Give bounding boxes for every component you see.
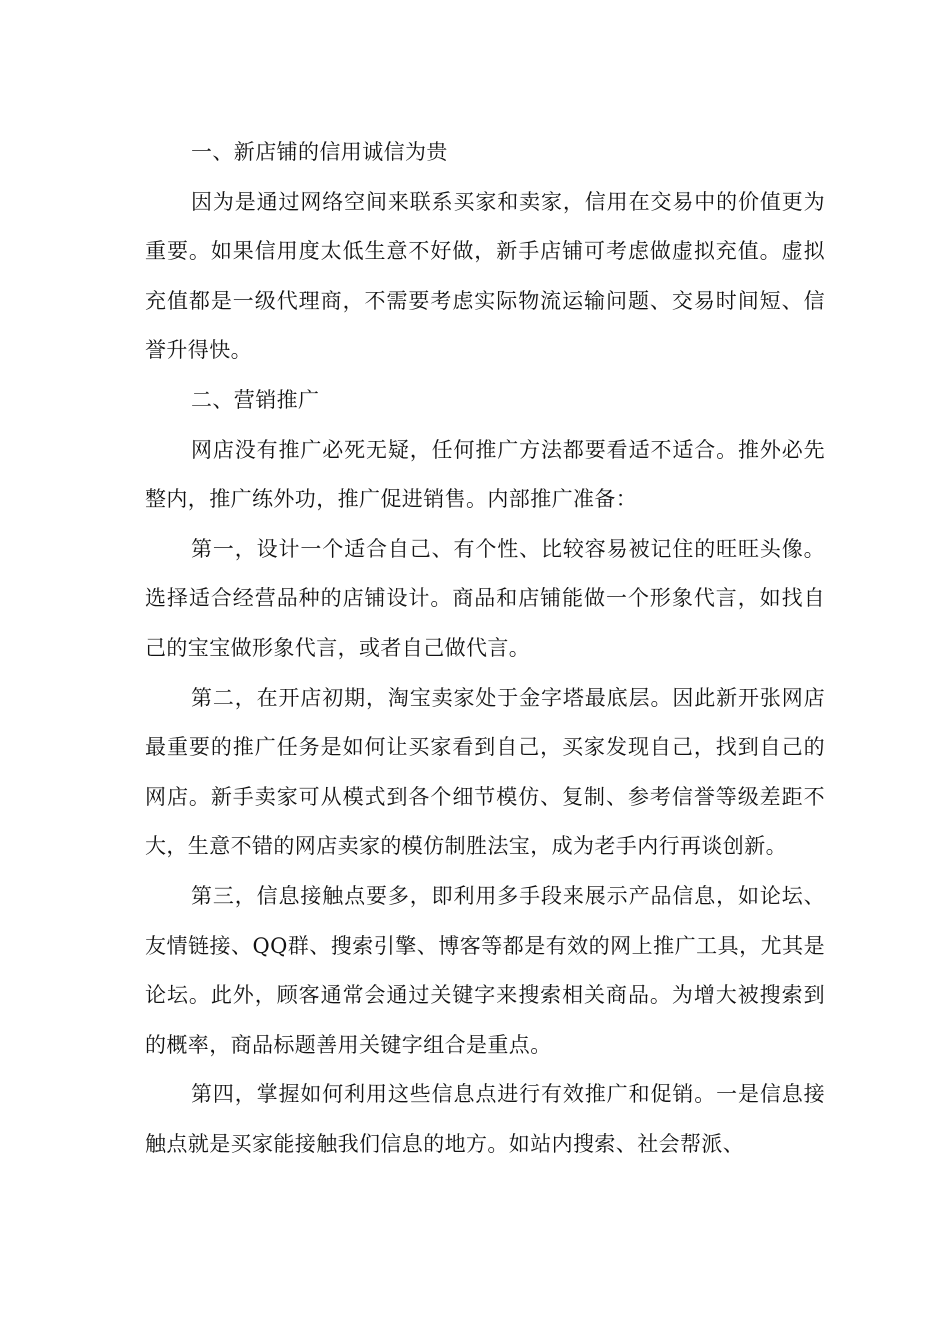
paragraph-point-one: 第一，设计一个适合自己、有个性、比较容易被记住的旺旺头像。选择适合经营品种的店铺设计。商品和店铺能做一个形象代言，如找自己的宝宝做形象代言，或者自己做代言。 — [145, 536, 825, 660]
paragraph-point-two: 第二，在开店初期，淘宝卖家处于金字塔最底层。因此新开张网店最重要的推广任务是如何让买家看到自己，买家发现自己，找到自己的网店。新手卖家可从模式到各个细节模仿、复制、参考信誉等级差距不大，生意不错的网店卖家的模仿制胜法宝，成为老手内行再谈创新。 — [145, 685, 825, 859]
paragraph-promotion-intro: 网店没有推广必死无疑，任何推广方法都要看适不适合。推外必先整内，推广练外功，推广促进销售。内部推广准备： — [145, 437, 825, 512]
section-heading-credit: 一、新店铺的信用诚信为贵 — [191, 140, 448, 164]
paragraph-point-three: 第三，信息接触点要多，即利用多手段来展示产品信息，如论坛、友情链接、QQ群、搜索引擎、博客等都是有效的网上推广工具，尤其是论坛。此外，顾客通常会通过关键字来搜索相关商品。为增大被搜索到的概率，商品标题善用关键字组合是重点。 — [145, 883, 825, 1057]
document-body — [145, 128, 825, 1169]
paragraph-point-four: 第四，掌握如何利用这些信息点进行有效推广和促销。一是信息接触点就是买家能接触我们信息的地方。如站内搜索、社会帮派、 — [145, 1082, 825, 1156]
paragraph-credit-importance: 因为是通过网络空间来联系买家和卖家，信用在交易中的价值更为重要。如果信用度太低生意不好做，新手店铺可考虑做虚拟充值。虚拟充值都是一级代理商，不需要考虑实际物流运输问题、交易时间短、信誉升得快。 — [145, 189, 825, 363]
section-heading-marketing: 二、营销推广 — [191, 387, 320, 412]
